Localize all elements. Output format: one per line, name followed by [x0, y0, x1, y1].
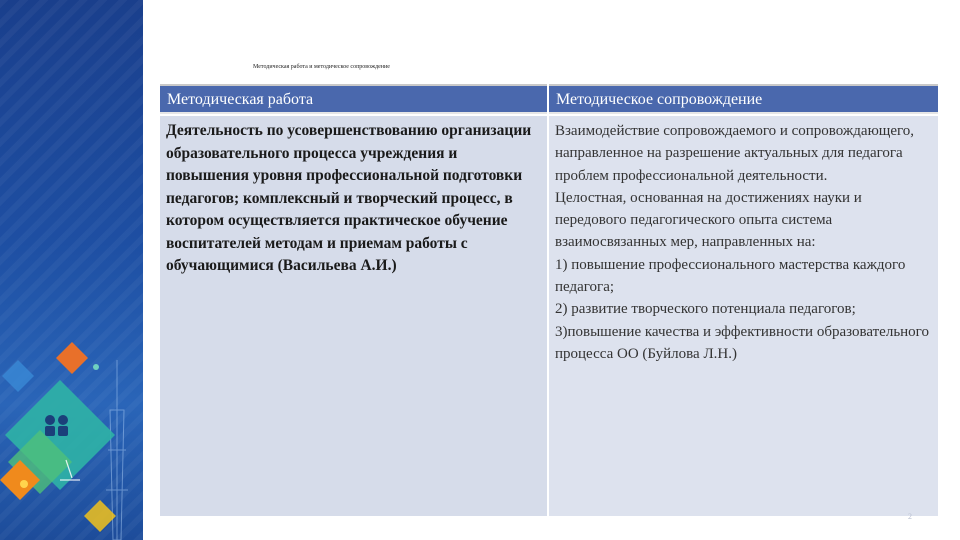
yellow-diamond [84, 500, 116, 532]
table-cell-methodical-support [549, 116, 938, 516]
dot-icon [93, 364, 99, 370]
slide-title: Методическая работа и методическое сопровождение [253, 64, 390, 70]
decorative-sidebar [0, 0, 143, 540]
support-item-3: 3)повышение качества и эффективности образовательного процесса ОО (Буйлова Л.Н.) [555, 323, 929, 362]
support-item-2: 2) развитие творческого потенциала педагогов; [555, 301, 856, 318]
comparison-table [160, 84, 938, 516]
support-definition-1: Взаимодействие сопровождаемого и сопровождающего, направленное на разрешение актуальных для педагога проблем профессиональной деятельности. [555, 123, 915, 184]
table-cell-methodical-work [160, 116, 547, 516]
blue-diamond [2, 360, 34, 392]
methodical-work-definition: Деятельность по усовершенствованию организации образовательного процесса учреждения и повышения уровня профессиональной подготовки педагогов; комплексный и творческий процесс, в котором осуществляется практическое обучение воспитателей методам и приемам работы с обучающимися (Васильева А.И.) [166, 122, 532, 274]
sidebar-illustration [0, 340, 143, 540]
leaf-icon [20, 480, 28, 488]
page-number: 2 [908, 512, 912, 521]
table-header-methodical-support: Методическое сопровождение [549, 84, 938, 114]
support-definition-2: Целостная, основанная на достижениях науки и передового педагогического опыта система взаимосвязанных мер, направленных на: [555, 189, 862, 251]
support-item-1: 1) повышение профессионального мастерства каждого педагога; [555, 256, 906, 296]
table-header-methodical-work: Методическая работа [160, 84, 547, 114]
orange-diamond [56, 342, 88, 374]
